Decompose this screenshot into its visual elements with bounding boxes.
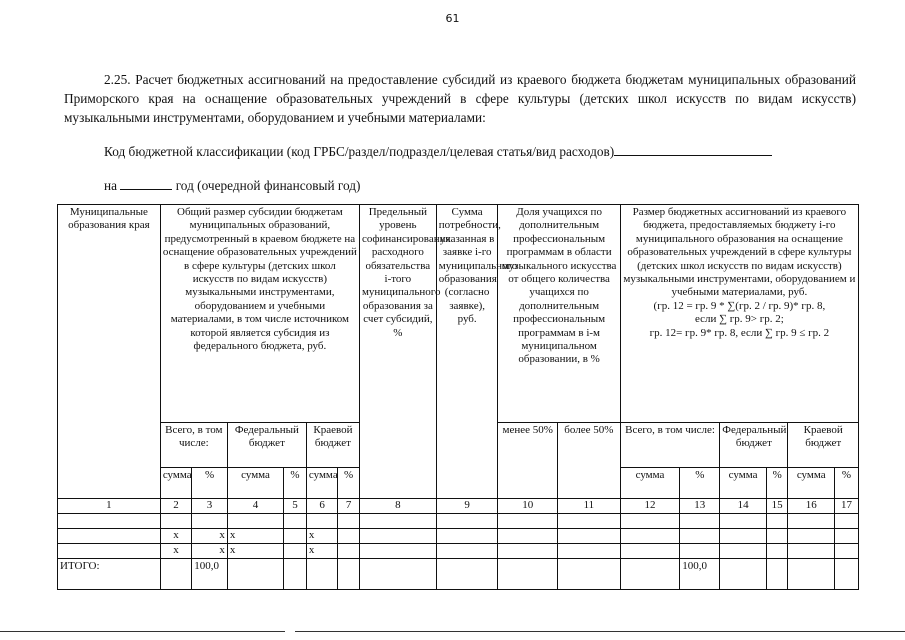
column-number: 5 [284,499,307,514]
page-number: 61 [445,12,460,25]
column-number: 17 [835,499,859,514]
header-sum: сумма [306,468,337,499]
header-federal-budget-2: Федеральный бюджет [720,423,788,468]
header-pct: % [835,468,859,499]
budget-classification-code [104,143,772,160]
footer-rule [0,631,285,632]
x-mark: х [160,529,191,544]
header-total-incl: Всего, в том числе: [160,423,227,468]
header-sum: сумма [620,468,680,499]
x-mark: х [192,529,228,544]
x-mark: х [227,529,283,544]
kbk-blank [614,143,772,156]
header-less-50: менее 50% [498,423,558,499]
column-number: 7 [338,499,360,514]
header-regional-budget-2: Краевой бюджет [788,423,859,468]
total-pct-col13: 100,0 [680,559,720,590]
header-row-1 [58,205,859,423]
header-pct: % [284,468,307,499]
header-pct: % [766,468,788,499]
header-municipalities: Муниципальные образования края [58,205,161,499]
column-number: 3 [192,499,228,514]
footer-rule [295,631,905,632]
calculation-table [57,204,859,590]
formula-line-2: если ∑ гр. 9> гр. 2; [694,313,784,326]
table-row [58,514,859,529]
column-number: 1 [58,499,161,514]
column-number: 15 [766,499,788,514]
column-number: 8 [359,499,436,514]
kbk-label: Код бюджетной классификации (код ГРБС/раздел/подраздел/целевая статья/вид расходов) [104,144,615,159]
table-row [58,544,859,559]
x-mark: х [192,544,228,559]
fiscal-year-line [104,177,360,194]
header-sum: сумма [788,468,835,499]
column-number: 13 [680,499,720,514]
header-sum: сумма [160,468,191,499]
column-number: 10 [498,499,558,514]
allocation-size-text: Размер бюджетных ассигнований из краевого бюджета, предоставляемых бюджету i-го муниципального образования на оснащение образовательных учреждений в сфере культуры (детских школ искусств по видам искусств) музыкальными инструментами, оборудованием и учебными материалами, руб. [623,206,856,299]
header-more-50: более 50% [557,423,620,499]
column-number: 16 [788,499,835,514]
formula-line-3: гр. 12= гр. 9* гр. 8, если ∑ гр. 9 ≤ гр. 2 [649,326,830,339]
x-mark: х [227,544,283,559]
column-number: 2 [160,499,191,514]
header-regional-budget: Краевой бюджет [306,423,359,468]
header-pct: % [192,468,228,499]
year-suffix: год (очередной финансовый год) [175,178,361,193]
header-total-subsidy: Общий размер субсидии бюджетам муниципальных образований, предусмотренный в краевом бюджете на оснащение образовательных учреждений в сфере культуры (детских школ искусств по видам искусств) музыкальными инструментами, оборудованием и учебными материалами, в том числе источником которой является субсидия из федерального бюджета, руб. [160,205,359,423]
x-mark: х [160,544,191,559]
section-heading: 2.25. Расчет бюджетных ассигнований на предоставление субсидий из краевого бюджета бюджетам муниципальных образований Приморского края на оснащение образовательных учреждений в сфере культуры (детских школ искусств по видам искусств) музыкальными инструментами, оборудованием и учебными материалами: [64,72,856,125]
header-sum: сумма [720,468,767,499]
column-number: 9 [436,499,498,514]
total-pct-col3: 100,0 [192,559,228,590]
total-row [58,559,859,590]
header-students-share: Доля учащихся по дополнительным профессиональным программам в области музыкального искусства от общего количества учащихся по дополнительным профессиональным программам в i-м муниципальном образовании, в % [498,205,620,423]
header-cofinancing-level: Предельный уровень софинансирования расходного обязательства i-того муниципального образования за счет субсидий, % [359,205,436,499]
table-row [58,529,859,544]
formula-line-1: (гр. 12 = гр. 9 * ∑(гр. 2 / гр. 9)* гр. 8, [653,299,826,312]
x-mark: х [306,544,337,559]
header-total-incl-2: Всего, в том числе: [620,423,720,468]
column-numbers-row [58,499,859,514]
total-label: ИТОГО: [58,559,161,590]
header-allocation-size [620,205,858,423]
header-pct: % [680,468,720,499]
column-number: 12 [620,499,680,514]
header-sum: сумма [227,468,283,499]
header-pct: % [338,468,360,499]
header-requested-sum: Сумма потребности, указанная в заявке i-го муниципального образования (согласно заявке), руб. [436,205,498,499]
column-number: 14 [720,499,767,514]
year-blank [120,177,172,190]
x-mark: х [306,529,337,544]
column-number: 4 [227,499,283,514]
column-number: 11 [557,499,620,514]
header-federal-budget: Федеральный бюджет [227,423,306,468]
column-number: 6 [306,499,337,514]
year-prefix: на [104,178,118,193]
